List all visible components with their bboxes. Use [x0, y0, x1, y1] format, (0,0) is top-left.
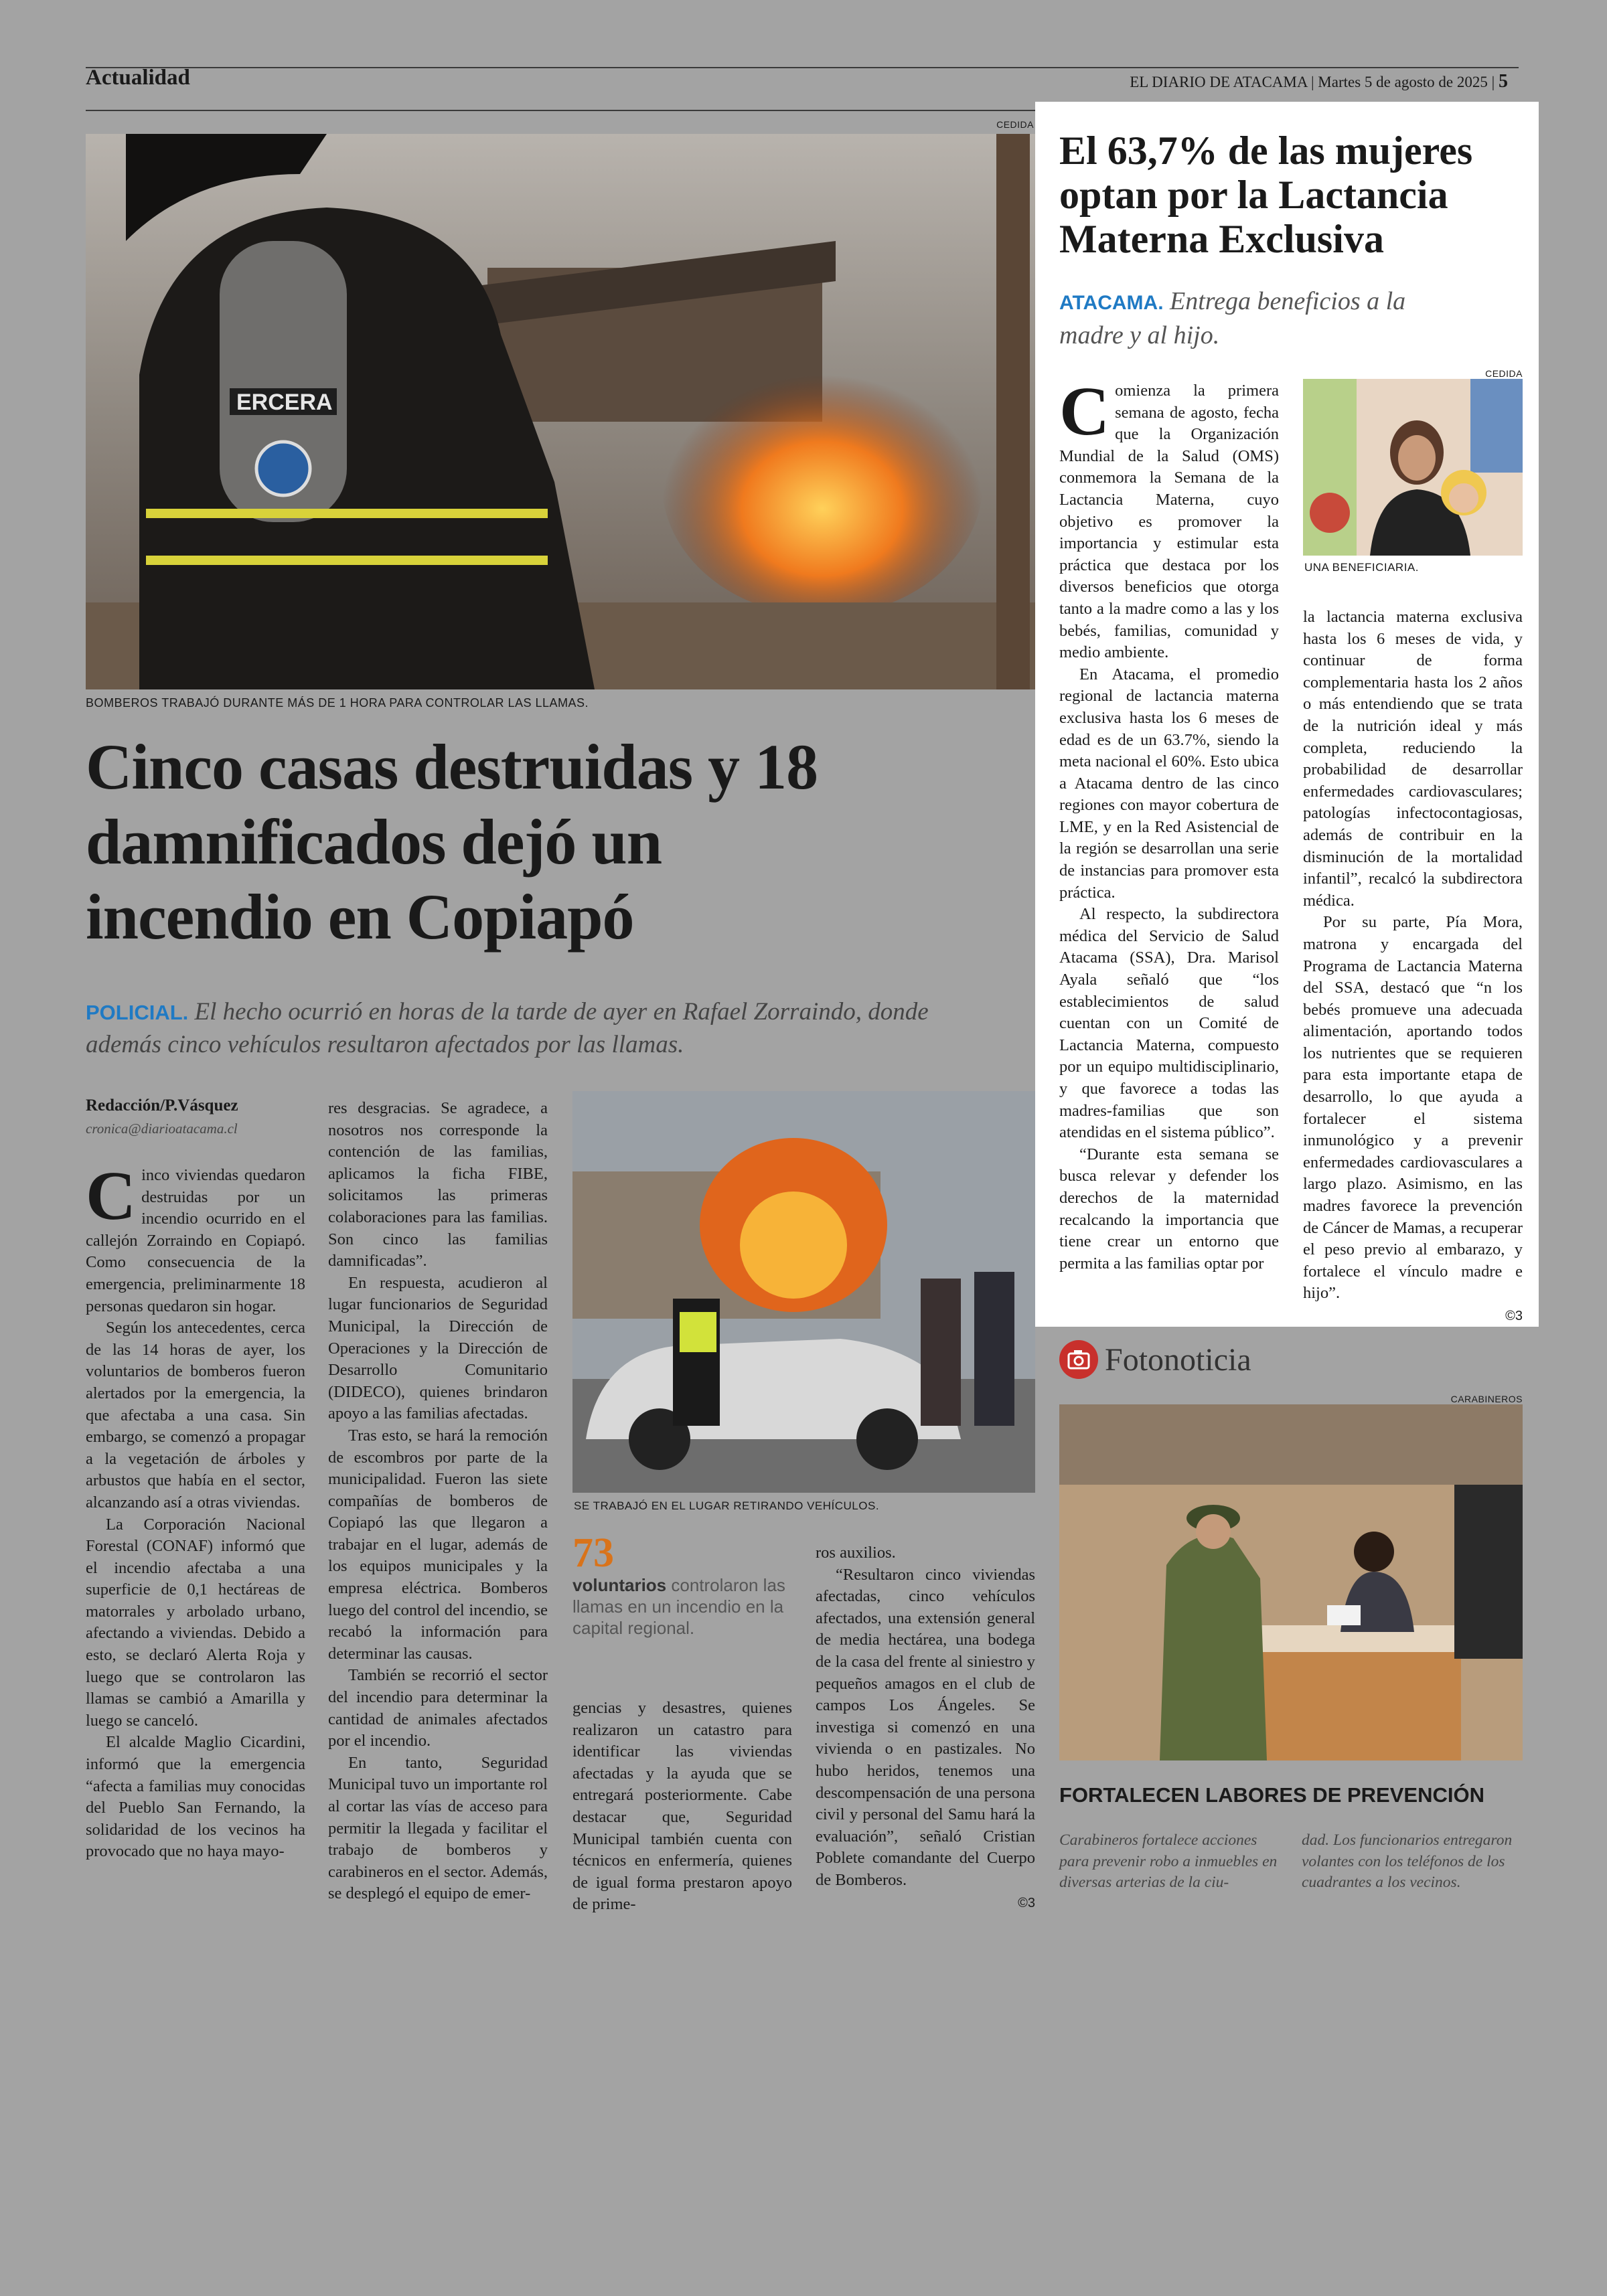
fotonoticia-headline: FORTALECEN LABORES DE PREVENCIÓN — [1059, 1783, 1484, 1807]
main-dropcap: C — [86, 1157, 137, 1234]
carabineros-illustration — [1059, 1404, 1523, 1760]
main-photo-firefighter — [86, 134, 1035, 689]
side-dropcap: C — [1059, 373, 1110, 450]
newspaper-name: EL DIARIO DE ATACAMA — [1130, 74, 1308, 90]
side-column-1: Comienza la primera semana de agosto, fecha que la Organización Mundial de la Salud (OMS) conmemora la Semana de la Lactancia Materna, cuyo objetivo es promover la importancia y estimular esta práctica que destaca por los diversos beneficios que otorga tanto a la madre como a las y los bebés, familias, comunidad y medio ambiente. En Atacama, el promedio regional de lactancia materna exclusiva hasta los 6 meses de edad es de un 63.7%, siendo la meta nacional el 60%. Esto ubica a Atacama dentro de las cinco regiones con mayor cobertura de LME, y en la Red Asistencial de la región se desarrollan una serie de instancias para promover esta práctica. Al respecto, la subdirectora médica del Servicio de Salud Atacama (SSA), Dra. Marisol Ayala señaló que “los establecimientos de salud cuentan con un Comité de Lactancia Materna, compuesto por un equipo multidisciplinario, y que favorece a todas las madres-familias que son atendidas en el sistema público”. “Durante esta semana se busca relevar y defender los derechos de la maternidad recalcando la importancia que tiene crear un entorno que permita a las familias optar por — [1059, 373, 1279, 1273]
fotonoticia-photo — [1059, 1404, 1523, 1760]
photo-vehicles-caption: SE TRABAJÓ EN EL LUGAR RETIRANDO VEHÍCULOS. — [574, 1499, 880, 1512]
side-kicker: ATACAMA. — [1059, 292, 1164, 314]
page-number: 5 — [1499, 71, 1508, 92]
side-headline: El 63,7% de las mujeres optan por la Lactancia Materna Exclusiva — [1059, 129, 1473, 261]
fotonoticia-text-col2: dad. Los funcionarios entregaron volantes con los teléfonos de los cuadrantes a los vecinos. — [1302, 1831, 1513, 1891]
side-photo-mother — [1303, 379, 1523, 556]
fotonoticia-title: Fotonoticia — [1105, 1341, 1251, 1378]
main-photo-credit: CEDIDA — [996, 119, 1034, 130]
main-column-1: Cinco viviendas quedaron destruidas por un incendio ocurrido en el callejón Zorraindo en Copiapó. Como consecuencia de la emergencia, preliminarmente 18 personas quedaron sin hogar. Según los antecedentes, cerca de las 14 horas de ayer, los voluntarios de bomberos fueron alertados por la emergencia, la que afectaba a una casa. Sin embargo, se comenzó a propagar a la vegetación de árboles y arbustos que había en el sector, alcanzando así a otras viviendas. La Corporación Nacional Forestal (CONAF) informó que el incendio afectaba a una superficie de 0,1 hectáreas de matorrales y arbolado urbano, afectando a viviendas. Debido a esto, se declaró Alerta Roja y luego que se controlaron las llamas se cambió a Amarilla y luego se canceló. El alcalde Maglio Cicardini, informó que la emergencia “afecta a familias muy conocidas del Pueblo San Fernando, la solidaridad de los vecinos ha provocado que no haya mayo- — [86, 1157, 305, 1861]
fotonoticia-photo-credit: CARABINEROS — [1450, 1394, 1523, 1404]
vehicles-illustration — [572, 1091, 1035, 1493]
stat-text: controlaron las llamas en un incendio en la capital regional. — [572, 1575, 785, 1638]
mother-baby-illustration — [1303, 379, 1523, 556]
fotonoticia-label — [1059, 1340, 1251, 1379]
main-photo-caption: BOMBEROS TRABAJÓ DURANTE MÁS DE 1 HORA PARA CONTROLAR LAS LLAMAS. — [86, 696, 589, 710]
main-headline: Cinco casas destruidas y 18 damnificados dejó un incendio en Copiapó — [86, 731, 818, 953]
folio: EL DIARIO DE ATACAMA | Martes 5 de agosto de 2025 | 5 — [1130, 71, 1508, 92]
side-subhead: ATACAMA. Entrega beneficios a la madre y al hijo. — [1059, 287, 1406, 349]
header-top-rule — [86, 67, 1519, 68]
camera-icon — [1059, 1340, 1098, 1379]
stat-box — [572, 1532, 793, 1639]
stat-number: 73 — [572, 1530, 614, 1576]
photo-vehicles — [572, 1091, 1035, 1493]
main-kicker: POLICIAL. — [86, 1001, 189, 1024]
stat-bold: voluntarios — [572, 1575, 667, 1595]
main-column-2: res desgracias. Se agradece, a nosotros nos corresponde la contención de las familias, aplicamos la ficha FIBE, solicitamos las primeras colaboraciones para las familias. Son cinco las familias damnificadas”. En respuesta, acudieron al lugar funcionarios de Seguridad Municipal, la Dirección de Operaciones y la Dirección de Desarrollo Comunitario (DIDECO), quienes brindaron apoyo a las familias afectadas. Tras esto, se hará la remoción de escombros por parte de la municipalidad. Fueron las siete compañías de bomberos de Copiapó las que llegaron a trabajar en el lugar, además de los equipos municipales y la empresa eléctrica. Bomberos luego del control del incendio, se recabó la información para determinar las causas. También se recorrió el sector del incendio para determinar la cantidad de animales afectados por el incendio. En tanto, Seguridad Municipal tuvo un importante rol al cortar las vías de acceso para permitir la llegada y facilitar el trabajo de bomberos y carabineros en el sector. Además, se desplegó el equipo de emer- — [328, 1099, 548, 1903]
firefighter-illustration — [86, 134, 1035, 689]
side-photo-caption: UNA BENEFICIARIA. — [1304, 561, 1419, 574]
main-column-4: ros auxilios. “Resultaron cinco viviendas afectadas, cinco vehículos afectados, una extensión general de media hectárea, una bodega de la casa del frente al siniestro y pequeños amagos en el club de campos Los Ángeles. Se investiga si comenzó en una vivienda o en pastizales. No hubo heridos, tenemos una descompensación de una persona civil y personal del Samu hará la evaluación”, señaló Cristian Poblete comandante del Cuerpo de Bomberos. ©3 — [816, 1544, 1035, 1910]
svg-text:ERCERA: ERCERA — [236, 390, 333, 415]
byline: Redacción/P.Vásquez — [86, 1096, 238, 1115]
fotonoticia-text-col1: Carabineros fortalece acciones para prevenir robo a inmuebles en diversas arterias de la ciu- — [1059, 1831, 1278, 1891]
section-name: Actualidad — [86, 66, 190, 90]
main-subhead: POLICIAL. El hecho ocurrió en horas de la tarde de ayer en Rafael Zorraindo, donde además cinco vehículos resultaron afectados por las llamas. — [86, 998, 929, 1058]
byline-email: cronica@diarioatacama.cl — [86, 1121, 238, 1137]
issue-date: Martes 5 de agosto de 2025 — [1318, 74, 1488, 90]
end-mark-icon: ©3 — [1018, 1895, 1035, 1910]
side-column-2: la lactancia materna exclusiva hasta los 6 meses de vida, y continuar de forma complementaria hasta los 2 años o más entendiendo que se trata de la nutrición ideal y más completa, reduciendo la probabilidad de desarrollar enfermedades cardiovasculares; patologías infectocontagiosas, además de contribuir en la disminución de la mortalidad infantil”, recalcó la subdirectora médica. Por su parte, Pía Mora, matrona y encargada del Programa de Lactancia Materna del SSA, destacó que “n los bebés promueve una adecuada alimentación, aportando todos los nutrientes que se requieren para esta importante etapa de desarrollo, lo que ayuda a fortalecer el sistema inmunológico y a prevenir enfermedades cardiovasculares a largo plazo. Asimismo, en las madres favorece la prevención de Cáncer de Mamas, a recuperar el peso previo al embarazo, y fortalece el vínculo madre e hijo”. ©3 — [1303, 608, 1523, 1323]
main-column-3: gencias y desastres, quienes realizaron un catastro para identificar las viviendas afectadas y la ayuda que se entregará posteriormente. Cabe destacar que, Seguridad Municipal también cuenta con técnicos en enfermería, quienes de igual forma prestaron apoyo de prime- — [572, 1699, 792, 1914]
side-photo-credit: CEDIDA — [1485, 368, 1523, 379]
side-end-mark-icon: ©3 — [1505, 1309, 1523, 1323]
